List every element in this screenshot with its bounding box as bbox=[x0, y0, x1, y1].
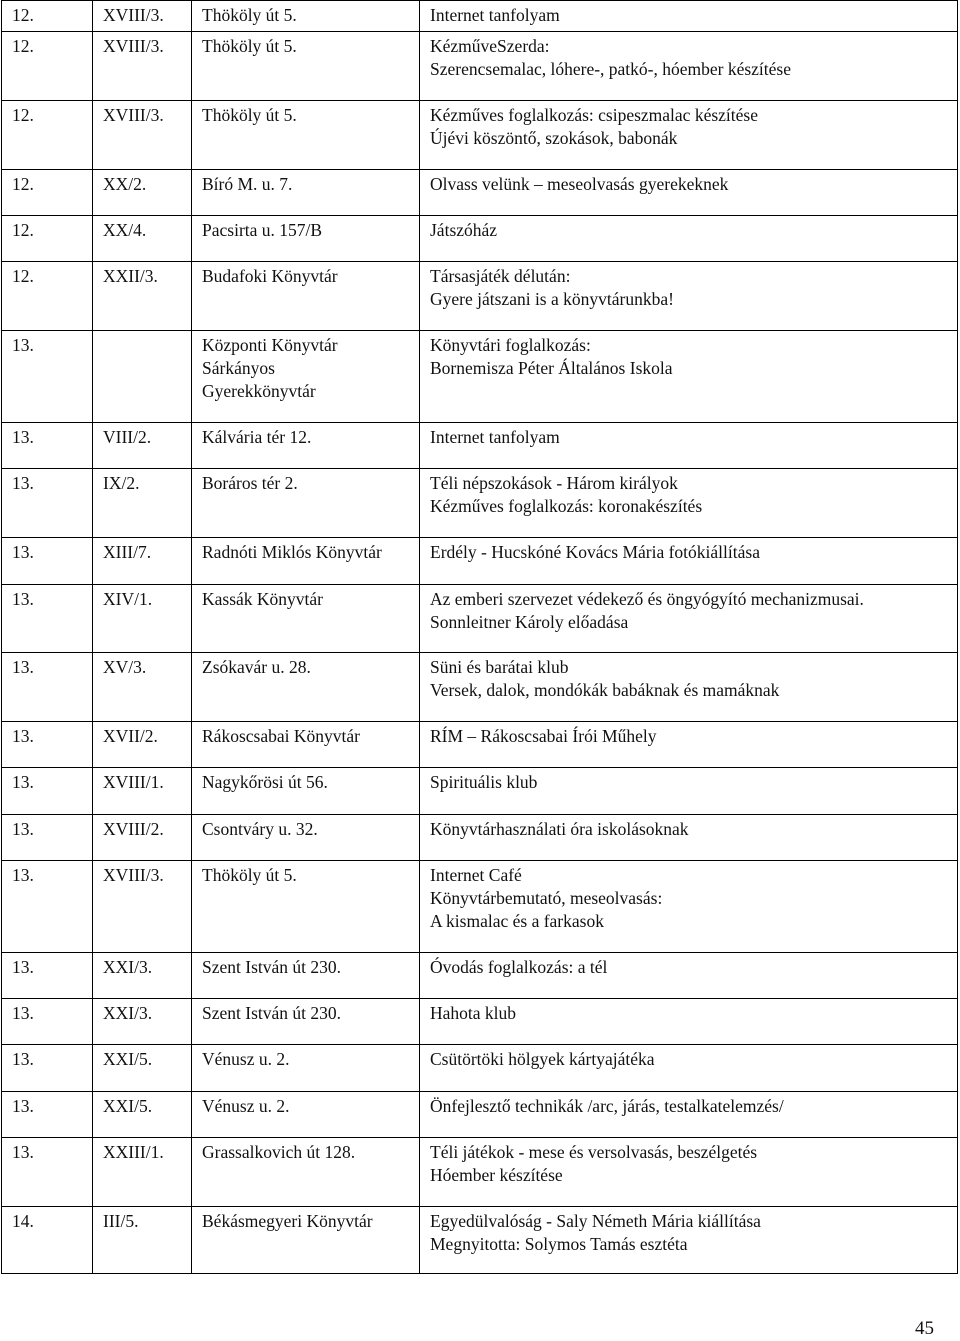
event-cell-line: Kézműves foglalkozás: csipeszmalac készítése bbox=[430, 105, 758, 125]
venue-cell-line: Kassák Könyvtár bbox=[202, 589, 324, 609]
venue-cell bbox=[192, 768, 420, 815]
venue-cell-line: Szent István út 230. bbox=[202, 1003, 342, 1023]
event-cell-line: Játszóház bbox=[430, 220, 498, 240]
event-cell-line: Önfejlesztő technikák /arc, járás, testalkatelemzés/ bbox=[430, 1096, 784, 1116]
table-row bbox=[2, 469, 958, 538]
event-cell bbox=[420, 331, 958, 423]
venue-cell bbox=[192, 861, 420, 953]
table-row bbox=[2, 262, 958, 331]
day-cell: 12. bbox=[2, 32, 93, 101]
venue-cell bbox=[192, 1138, 420, 1207]
venue-cell-line: Boráros tér 2. bbox=[202, 473, 298, 493]
day-cell: 13. bbox=[2, 1138, 93, 1207]
venue-cell bbox=[192, 953, 420, 999]
venue-cell bbox=[192, 999, 420, 1045]
table-row bbox=[2, 331, 958, 423]
day-cell: 13. bbox=[2, 585, 93, 653]
table-row bbox=[2, 585, 958, 653]
venue-cell bbox=[192, 469, 420, 538]
venue-cell-line: Csontváry u. 32. bbox=[202, 819, 318, 839]
venue-cell bbox=[192, 653, 420, 722]
event-cell bbox=[420, 423, 958, 469]
venue-cell-line: Kálvária tér 12. bbox=[202, 427, 312, 447]
venue-cell bbox=[192, 815, 420, 861]
district-date-cell: XVII/2. bbox=[93, 722, 192, 768]
venue-cell bbox=[192, 1045, 420, 1092]
venue-cell-line: Radnóti Miklós Könyvtár bbox=[202, 542, 382, 562]
event-cell-line: Hóember készítése bbox=[430, 1165, 563, 1185]
table-row bbox=[2, 953, 958, 999]
district-date-cell: XVIII/1. bbox=[93, 768, 192, 815]
event-cell-line: A kismalac és a farkasok bbox=[430, 911, 604, 931]
event-cell bbox=[420, 1, 958, 32]
day-cell: 13. bbox=[2, 331, 93, 423]
event-cell-line: Kézműves foglalkozás: koronakészítés bbox=[430, 496, 703, 516]
day-cell: 12. bbox=[2, 170, 93, 216]
district-date-cell: XVIII/2. bbox=[93, 815, 192, 861]
day-cell: 13. bbox=[2, 423, 93, 469]
event-cell-line: Téli népszokások - Három királyok bbox=[430, 473, 678, 493]
event-cell bbox=[420, 815, 958, 861]
day-cell: 13. bbox=[2, 653, 93, 722]
event-cell bbox=[420, 538, 958, 585]
venue-cell-line: Központi Könyvtár bbox=[202, 335, 338, 355]
event-cell-line: Megnyitotta: Solymos Tamás esztéta bbox=[430, 1234, 688, 1254]
event-cell-line: Sonnleitner Károly előadása bbox=[430, 612, 629, 632]
event-cell bbox=[420, 999, 958, 1045]
day-cell: 14. bbox=[2, 1207, 93, 1274]
district-date-cell: XVIII/3. bbox=[93, 32, 192, 101]
event-cell bbox=[420, 1207, 958, 1274]
day-cell: 13. bbox=[2, 538, 93, 585]
event-cell-line: Süni és barátai klub bbox=[430, 657, 569, 677]
venue-cell-line: Rákoscsabai Könyvtár bbox=[202, 726, 360, 746]
event-cell-line: Internet tanfolyam bbox=[430, 5, 560, 25]
table-row bbox=[2, 768, 958, 815]
district-date-cell: XV/3. bbox=[93, 653, 192, 722]
district-date-cell: XVIII/3. bbox=[93, 101, 192, 170]
event-cell-line: RÍM – Rákoscsabai Írói Műhely bbox=[430, 726, 657, 746]
event-cell bbox=[420, 953, 958, 999]
event-cell-line: Internet Café bbox=[430, 865, 522, 885]
event-cell-line: Téli játékok - mese és versolvasás, beszélgetés bbox=[430, 1142, 758, 1162]
event-cell-line: Olvass velünk – meseolvasás gyerekeknek bbox=[430, 174, 729, 194]
day-cell: 13. bbox=[2, 1045, 93, 1092]
day-cell: 12. bbox=[2, 101, 93, 170]
day-cell: 13. bbox=[2, 999, 93, 1045]
event-cell-line: Újévi köszöntő, szokások, babonák bbox=[430, 128, 678, 148]
table-row bbox=[2, 722, 958, 768]
venue-cell bbox=[192, 262, 420, 331]
event-cell-line: Könyvtárhasználati óra iskolásoknak bbox=[430, 819, 689, 839]
venue-cell-line: Sárkányos bbox=[202, 358, 275, 378]
district-date-cell: XXI/3. bbox=[93, 953, 192, 999]
event-cell bbox=[420, 469, 958, 538]
table-row bbox=[2, 101, 958, 170]
event-cell-line: KézművеSzerda: bbox=[430, 36, 550, 56]
venue-cell bbox=[192, 101, 420, 170]
venue-cell-line: Békásmegyeri Könyvtár bbox=[202, 1211, 373, 1231]
event-cell bbox=[420, 768, 958, 815]
schedule-body bbox=[2, 1, 958, 1274]
venue-cell-line: Bíró M. u. 7. bbox=[202, 174, 293, 194]
table-row bbox=[2, 1138, 958, 1207]
venue-cell-line: Nagykőrösi út 56. bbox=[202, 772, 328, 792]
day-cell: 13. bbox=[2, 722, 93, 768]
district-date-cell: XXI/3. bbox=[93, 999, 192, 1045]
table-row bbox=[2, 170, 958, 216]
district-date-cell: XXI/5. bbox=[93, 1045, 192, 1092]
event-cell-line: Társasjáték délután: bbox=[430, 266, 571, 286]
venue-cell-line: Grassalkovich út 128. bbox=[202, 1142, 356, 1162]
table-row bbox=[2, 861, 958, 953]
table-row bbox=[2, 538, 958, 585]
event-cell bbox=[420, 32, 958, 101]
event-cell-line: Könyvtári foglalkozás: bbox=[430, 335, 591, 355]
district-date-cell: XXI/5. bbox=[93, 1092, 192, 1138]
venue-cell-line: Gyerekkönyvtár bbox=[202, 381, 316, 401]
event-cell-line: Erdély - Hucskóné Kovács Mária fotókiállítása bbox=[430, 542, 760, 562]
district-date-cell: XXII/3. bbox=[93, 262, 192, 331]
event-cell-line: Versek, dalok, mondókák babáknak és mamáknak bbox=[430, 680, 780, 700]
district-date-cell: XVIII/3. bbox=[93, 861, 192, 953]
event-cell bbox=[420, 861, 958, 953]
table-row bbox=[2, 1092, 958, 1138]
district-date-cell: VIII/2. bbox=[93, 423, 192, 469]
day-cell: 13. bbox=[2, 768, 93, 815]
district-date-cell: XX/4. bbox=[93, 216, 192, 262]
event-cell-line: Gyere játszani is a könyvtárunkba! bbox=[430, 289, 674, 309]
venue-cell bbox=[192, 170, 420, 216]
table-row bbox=[2, 1, 958, 32]
venue-cell-line: Vénusz u. 2. bbox=[202, 1096, 290, 1116]
table-row bbox=[2, 999, 958, 1045]
table-row bbox=[2, 815, 958, 861]
event-cell-line: Csütörtöki hölgyek kártyajátéka bbox=[430, 1049, 655, 1069]
day-cell: 13. bbox=[2, 1092, 93, 1138]
event-cell bbox=[420, 585, 958, 653]
district-date-cell: XIII/7. bbox=[93, 538, 192, 585]
table-row bbox=[2, 1207, 958, 1274]
event-cell-line: Bornemisza Péter Általános Iskola bbox=[430, 358, 673, 378]
page-number: 45 bbox=[915, 1318, 934, 1339]
venue-cell-line: Thököly út 5. bbox=[202, 105, 297, 125]
district-date-cell: III/5. bbox=[93, 1207, 192, 1274]
event-cell-line: Óvodás foglalkozás: a tél bbox=[430, 957, 608, 977]
district-date-cell: XXIII/1. bbox=[93, 1138, 192, 1207]
event-schedule-table bbox=[1, 0, 958, 1274]
venue-cell-line: Pacsirta u. 157/B bbox=[202, 220, 323, 240]
venue-cell-line: Vénusz u. 2. bbox=[202, 1049, 290, 1069]
event-cell bbox=[420, 170, 958, 216]
day-cell: 13. bbox=[2, 469, 93, 538]
venue-cell bbox=[192, 538, 420, 585]
day-cell: 12. bbox=[2, 262, 93, 331]
district-date-cell: IX/2. bbox=[93, 469, 192, 538]
event-cell-line: Könyvtárbemutató, meseolvasás: bbox=[430, 888, 663, 908]
venue-cell-line: Thököly út 5. bbox=[202, 36, 297, 56]
event-cell bbox=[420, 262, 958, 331]
day-cell: 13. bbox=[2, 815, 93, 861]
venue-cell-line: Thököly út 5. bbox=[202, 5, 297, 25]
venue-cell bbox=[192, 423, 420, 469]
venue-cell-line: Thököly út 5. bbox=[202, 865, 297, 885]
venue-cell bbox=[192, 1, 420, 32]
event-cell bbox=[420, 101, 958, 170]
table-row bbox=[2, 1045, 958, 1092]
event-cell bbox=[420, 1138, 958, 1207]
venue-cell bbox=[192, 331, 420, 423]
district-date-cell: XX/2. bbox=[93, 170, 192, 216]
table-row bbox=[2, 32, 958, 101]
day-cell: 12. bbox=[2, 216, 93, 262]
venue-cell bbox=[192, 216, 420, 262]
venue-cell-line: Zsókavár u. 28. bbox=[202, 657, 311, 677]
district-date-cell bbox=[93, 331, 192, 423]
venue-cell bbox=[192, 1207, 420, 1274]
event-cell-line: Az emberi szervezet védekező és öngyógyító mechanizmusai. bbox=[430, 589, 864, 609]
table-row bbox=[2, 216, 958, 262]
event-cell bbox=[420, 1092, 958, 1138]
table-row bbox=[2, 423, 958, 469]
venue-cell bbox=[192, 585, 420, 653]
event-cell-line: Egyedülvalóság - Saly Németh Mária kiállítása bbox=[430, 1211, 761, 1231]
event-cell-line: Internet tanfolyam bbox=[430, 427, 560, 447]
district-date-cell: XIV/1. bbox=[93, 585, 192, 653]
day-cell: 13. bbox=[2, 861, 93, 953]
venue-cell bbox=[192, 722, 420, 768]
district-date-cell: XVIII/3. bbox=[93, 1, 192, 32]
venue-cell-line: Budafoki Könyvtár bbox=[202, 266, 338, 286]
venue-cell bbox=[192, 32, 420, 101]
table-row bbox=[2, 653, 958, 722]
venue-cell-line: Szent István út 230. bbox=[202, 957, 342, 977]
event-cell bbox=[420, 653, 958, 722]
day-cell: 13. bbox=[2, 953, 93, 999]
venue-cell bbox=[192, 1092, 420, 1138]
event-cell-line: Spirituális klub bbox=[430, 772, 538, 792]
event-cell-line: Szerencsemalac, lóhere-, patkó-, hóember készítése bbox=[430, 59, 792, 79]
event-cell bbox=[420, 1045, 958, 1092]
event-cell bbox=[420, 722, 958, 768]
event-cell bbox=[420, 216, 958, 262]
day-cell: 12. bbox=[2, 1, 93, 32]
event-cell-line: Hahota klub bbox=[430, 1003, 517, 1023]
